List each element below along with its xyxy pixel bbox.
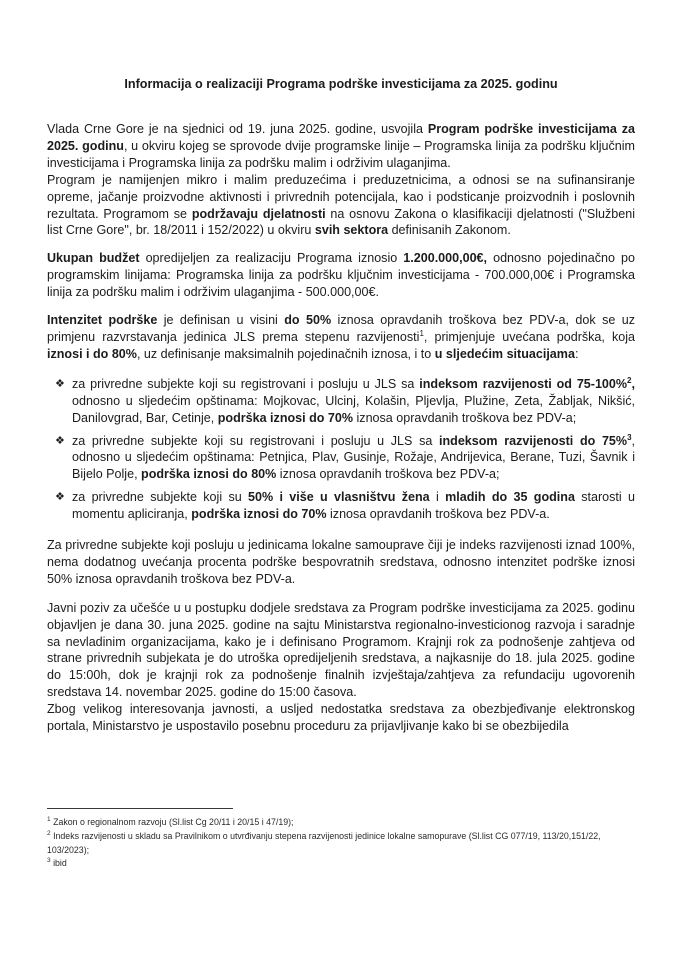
bullet-text-1: za privredne subjekte koji su registrovani i posluju u JLS sa indeksom razvijenosti od 75-100%$^2$, odnosno u sljedećim opštinama: Mojkovac, Ulcinj, Kolašin, Pljevlja, Plužine, Zeta, Žabljak, Nikšić, Danilovgrad, Bar, Cetinje, podrška iznosi do 70% iznosa opravdanih troškova bez PDV-a; <box>72 375 635 425</box>
footnote-separator-line <box>47 808 233 809</box>
bullet-text-2: za privredne subjekte koji su registrovani i posluju u JLS sa indeksom razvijenosti do 75%$^3$, odnosno u sljedećim opštinama: Petnjica, Plav, Gusinje, Rožaje, Andrijevica, Berane, Tuzi, Šavnik i Bijelo Polje, podrška iznosi do 80% iznosa opravdanih troškova bez PDV-a; <box>72 432 636 482</box>
footnote-3 <box>47 857 635 871</box>
footnote-marker: 3 <box>47 857 51 865</box>
footnote-text: Zakon o regionalnom razvoju (Sl.list Cg 20/11 i 20/15 i 47/19); <box>53 817 294 827</box>
paragraph-budget: Ukupan budžet opredijeljen za realizaciju Programa iznosio 1.200.000,00€, odnosno pojedinačno po programskim linijama: Programska linija za podršku ključnim investicijama - 700.000,00€ i Programska linija za podršku malim i održivim ulaganjima - 500.000,00€. <box>47 251 636 300</box>
situations-bullet-list <box>47 376 635 523</box>
diamond-bullet-icon: ❖ <box>55 434 65 447</box>
paragraph-procedure: Zbog velikog interesovanja javnosti, a usljed nedostatka sredstava za obezbjeđivanje elektronskog portala, Ministarstvo je uspostavilo posebnu proceduru za prijavljivanje kako bi se obezbijedila <box>47 702 635 734</box>
footnotes-section <box>47 808 635 871</box>
document-content <box>47 0 635 735</box>
document-title: Informacija o realizaciji Programa podrške investicijama za 2025. godinu <box>124 77 558 91</box>
bullet-item-3 <box>47 489 635 523</box>
bullet-item-2 <box>47 433 635 484</box>
footnote-marker: 2 <box>47 829 51 837</box>
footnote-text: ibid <box>53 858 67 869</box>
paragraph-intro-2: Program je namijenjen mikro i malim preduzećima i preduzetnicima, a odnosi se na sufinansiranje opreme, jačanje proizvodne aktivnosti i privrednih potencijala, kao i podsticanje proizvodnih i poslovnih rezultata. Programom se podržavaju djelatnosti na osnovu Zakona o klasifikaciji djelatnosti ("Službeni list Crne Gore", br. 18/2011 i 152/2022) u okviru svih sektora definisanih Zakonom. <box>47 172 636 238</box>
paragraph-intro-1: Vlada Crne Gore je na sjednici od 19. juna 2025. godine, usvojila Program podrške investicijama za 2025. godinu, u okviru kojeg se sprovode dvije programske linije – Programska linija za podršku ključnim investicijama i Programska linija za podršku malim i održivim ulaganjima. <box>47 122 635 170</box>
footnote-marker: 1 <box>47 816 51 824</box>
footnote-2 <box>47 830 635 858</box>
paragraph-intensity: Intenzitet podrške je definisan u visini do 50% iznosa opravdanih troškova bez PDV-a, dok se uz primjenu razvrstavanja jedinica JLS prema stepenu razvijenosti$^1$, primjenjuje uvećana podrška, koja iznosi i do 80%, uz definisanje maksimalnih pojedinačnih iznosa, i to u sljedećim situacijama: <box>47 313 635 361</box>
footnote-1 <box>47 816 635 830</box>
paragraph-public-call: Javni poziv za učešće u u postupku dodjele sredstava za Program podrške investicijama za 2025. godinu objavljen je dana 30. juna 2025. godine na sajtu Ministarstva regionalno-investicionog razvoja i saradnje sa nevladinim organizacijama, kako je i definisano Programom. Krajnji rok za podnošenje zahtjeva od strane privrednih subjekata je do utroška opredijeljenih sredstava, a najkasnije do 18. jula 2025. godine do 15:00h, dok je krajnji rok za podnošenje finalnih izvještaja/zahtjeva za refundaciju ugovorenih sredstava 14. novembar 2025. godine do 15:00 časova. <box>47 600 635 700</box>
diamond-bullet-icon: ❖ <box>55 491 65 504</box>
footnote-text: Indeks razvijenosti u skladu sa Pravilnikom o utvrđivanju stepena razvijenosti jedinice lokalne samopurave (Sl.list CG 077/19, 113/20,151/22, 103/2023); <box>47 830 601 855</box>
paragraph-above-100: Za privredne subjekte koji posluju u jedinicama lokalne samouprave čiji je indeks razvijenosti iznad 100%, nema dodatnog uvećanja procenta podrške bespovratnih sredstava, odnosno intenzitet podrške iznosi 50% iznosa opravdanih troškova bez PDV-a. <box>47 538 635 586</box>
diamond-bullet-icon: ❖ <box>55 377 65 390</box>
bullet-text-3: za privredne subjekte koji su 50% i više u vlasništvu žena i mladih do 35 godina starosti u momentu apliciranja, podrška iznosi do 70% iznosa opravdanih troškova bez PDV-a. <box>72 490 636 522</box>
bullet-item-1 <box>47 376 635 427</box>
